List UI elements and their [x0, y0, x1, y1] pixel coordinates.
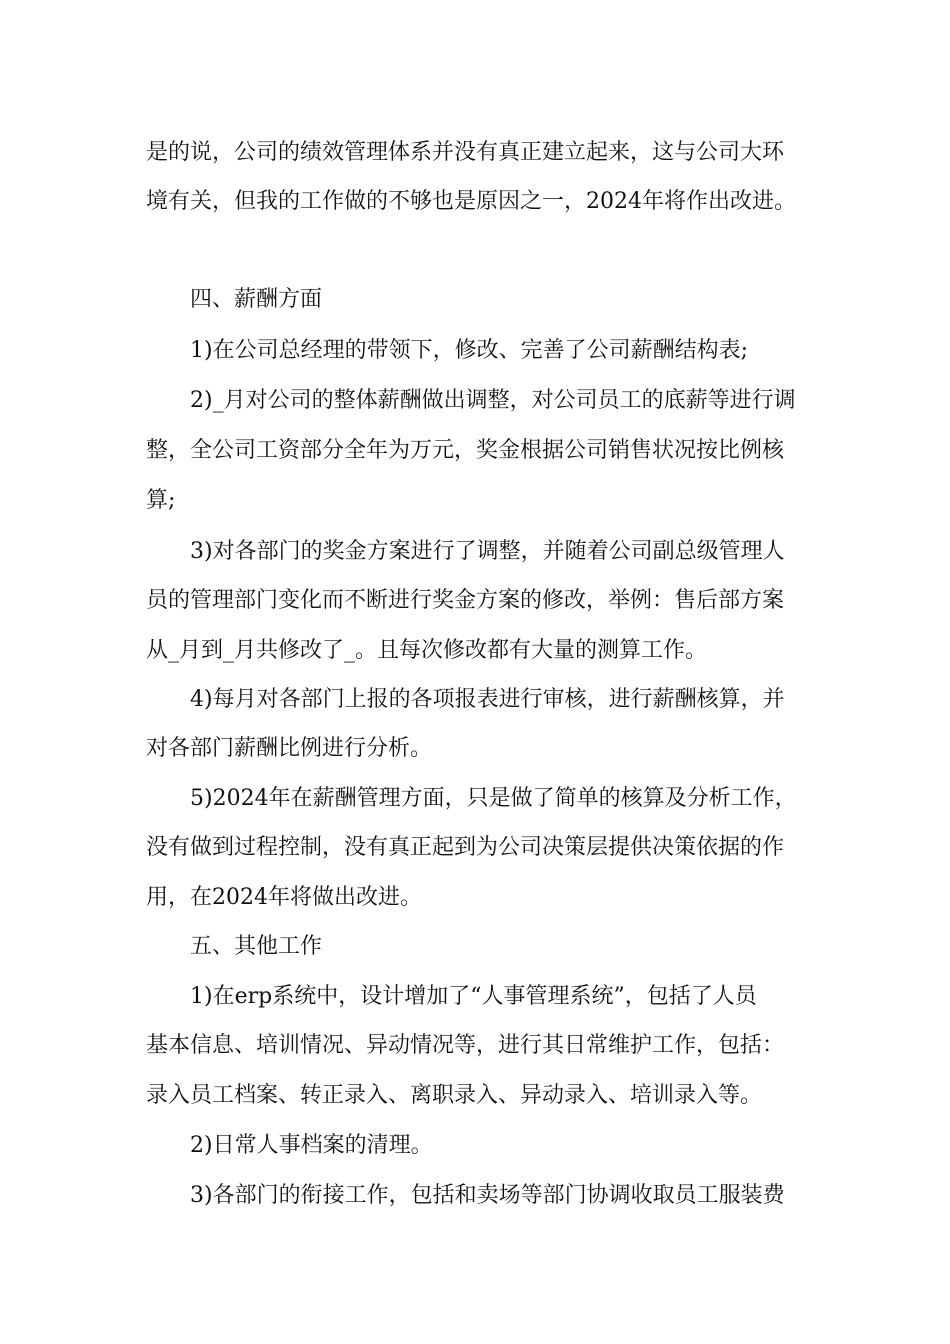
paragraph-line: 用，在2024年将做出改进。: [146, 885, 422, 910]
paragraph-line: 是的说，公司的绩效管理体系并没有真正建立起来，这与公司大环: [146, 140, 785, 165]
paragraph-line: 没有做到过程控制，没有真正起到为公司决策层提供决策依据的作: [146, 835, 785, 860]
list-item: 2)_月对公司的整体薪酬做出调整，对公司员工的底薪等进行调: [190, 388, 796, 413]
paragraph-line: 员的管理部门变化而不断进行奖金方案的修改，举例：售后部方案: [146, 588, 785, 613]
paragraph-line: 算;: [146, 488, 176, 513]
paragraph-line: 录入员工档案、转正录入、离职录入、异动录入、培训录入等。: [146, 1083, 763, 1108]
paragraph-line: 从_月到_月共修改了_。且每次修改都有大量的测算工作。: [146, 638, 708, 663]
section-heading: 五、其他工作: [190, 934, 323, 959]
paragraph-line: 基本信息、培训情况、异动情况等，进行其日常维护工作，包括：: [146, 1033, 785, 1058]
list-item: 3)对各部门的奖金方案进行了调整，并随着公司副总级管理人: [190, 539, 785, 564]
paragraph-line: 整，全公司工资部分全年为万元，奖金根据公司销售状况按比例核: [146, 438, 785, 463]
list-item: 2)日常人事档案的清理。: [190, 1133, 433, 1158]
list-item: 3)各部门的衔接工作，包括和卖场等部门协调收取员工服装费: [190, 1183, 785, 1208]
paragraph-line: 对各部门薪酬比例进行分析。: [146, 736, 433, 761]
list-item: 1)在公司总经理的带领下，修改、完善了公司薪酬结构表;: [190, 338, 748, 363]
paragraph-line: 境有关，但我的工作做的不够也是原因之一，2024年将作出改进。: [146, 189, 796, 214]
list-item: 1)在erp系统中，设计增加了“人事管理系统”，包括了人员: [190, 984, 757, 1009]
list-item: 5)2024年在薪酬管理方面，只是做了简单的核算及分析工作，: [190, 786, 797, 811]
section-heading: 四、薪酬方面: [190, 287, 323, 312]
list-item: 4)每月对各部门上报的各项报表进行审核，进行薪酬核算，并: [190, 687, 785, 712]
